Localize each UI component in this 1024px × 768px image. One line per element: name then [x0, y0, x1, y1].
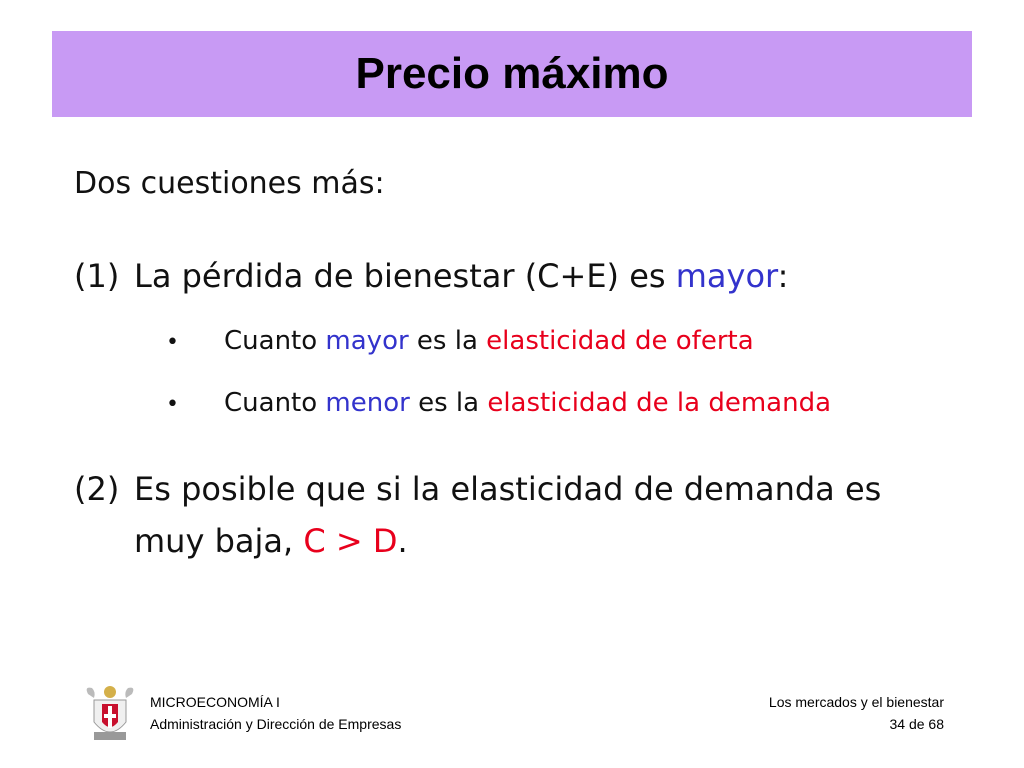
- footer-topic: Los mercados y el bienestar: [768, 694, 944, 710]
- title-bar: [52, 31, 972, 117]
- bullet-2-b: es la: [409, 388, 488, 418]
- item-2-line-2-b: .: [397, 522, 408, 560]
- item-1-number: (1): [74, 257, 120, 295]
- intro-text: Dos cuestiones más:: [74, 166, 385, 201]
- bullet-1-emph2: elasticidad de oferta: [486, 326, 754, 356]
- bullet-2-text: [224, 388, 831, 418]
- bullet-2-emph1: menor: [325, 388, 410, 418]
- bullet-2-emph2: elasticidad de la demanda: [487, 388, 832, 418]
- bullet-1-emph1: mayor: [325, 326, 409, 356]
- item-2-line-1: Es posible que si la elasticidad de demanda es: [134, 470, 882, 508]
- bullet-1-text: [224, 326, 754, 356]
- footer-degree: Administración y Dirección de Empresas: [150, 716, 402, 732]
- bullet-2-a: Cuanto: [224, 388, 326, 418]
- university-crest-icon: [80, 682, 140, 744]
- item-1-text-b: :: [777, 257, 789, 295]
- bullet-2-symbol: •: [166, 392, 179, 417]
- item-2-line-2-a: muy baja,: [134, 522, 304, 560]
- item-2-line-2: [134, 522, 408, 560]
- bullet-1-a: Cuanto: [224, 326, 326, 356]
- slide-title: Precio máximo: [355, 49, 669, 98]
- item-1-emphasis: mayor: [675, 257, 778, 295]
- footer-course: MICROECONOMÍA I: [150, 694, 280, 710]
- bullet-1-b: es la: [408, 326, 487, 356]
- item-2-number: (2): [74, 470, 120, 508]
- bullet-1-symbol: •: [166, 330, 179, 355]
- item-1-text-a: La pérdida de bienestar (C+E) es: [134, 257, 676, 295]
- item-2-emphasis: C > D: [303, 522, 398, 560]
- footer-page-number: 34 de 68: [889, 716, 944, 732]
- item-1-text: [134, 257, 788, 295]
